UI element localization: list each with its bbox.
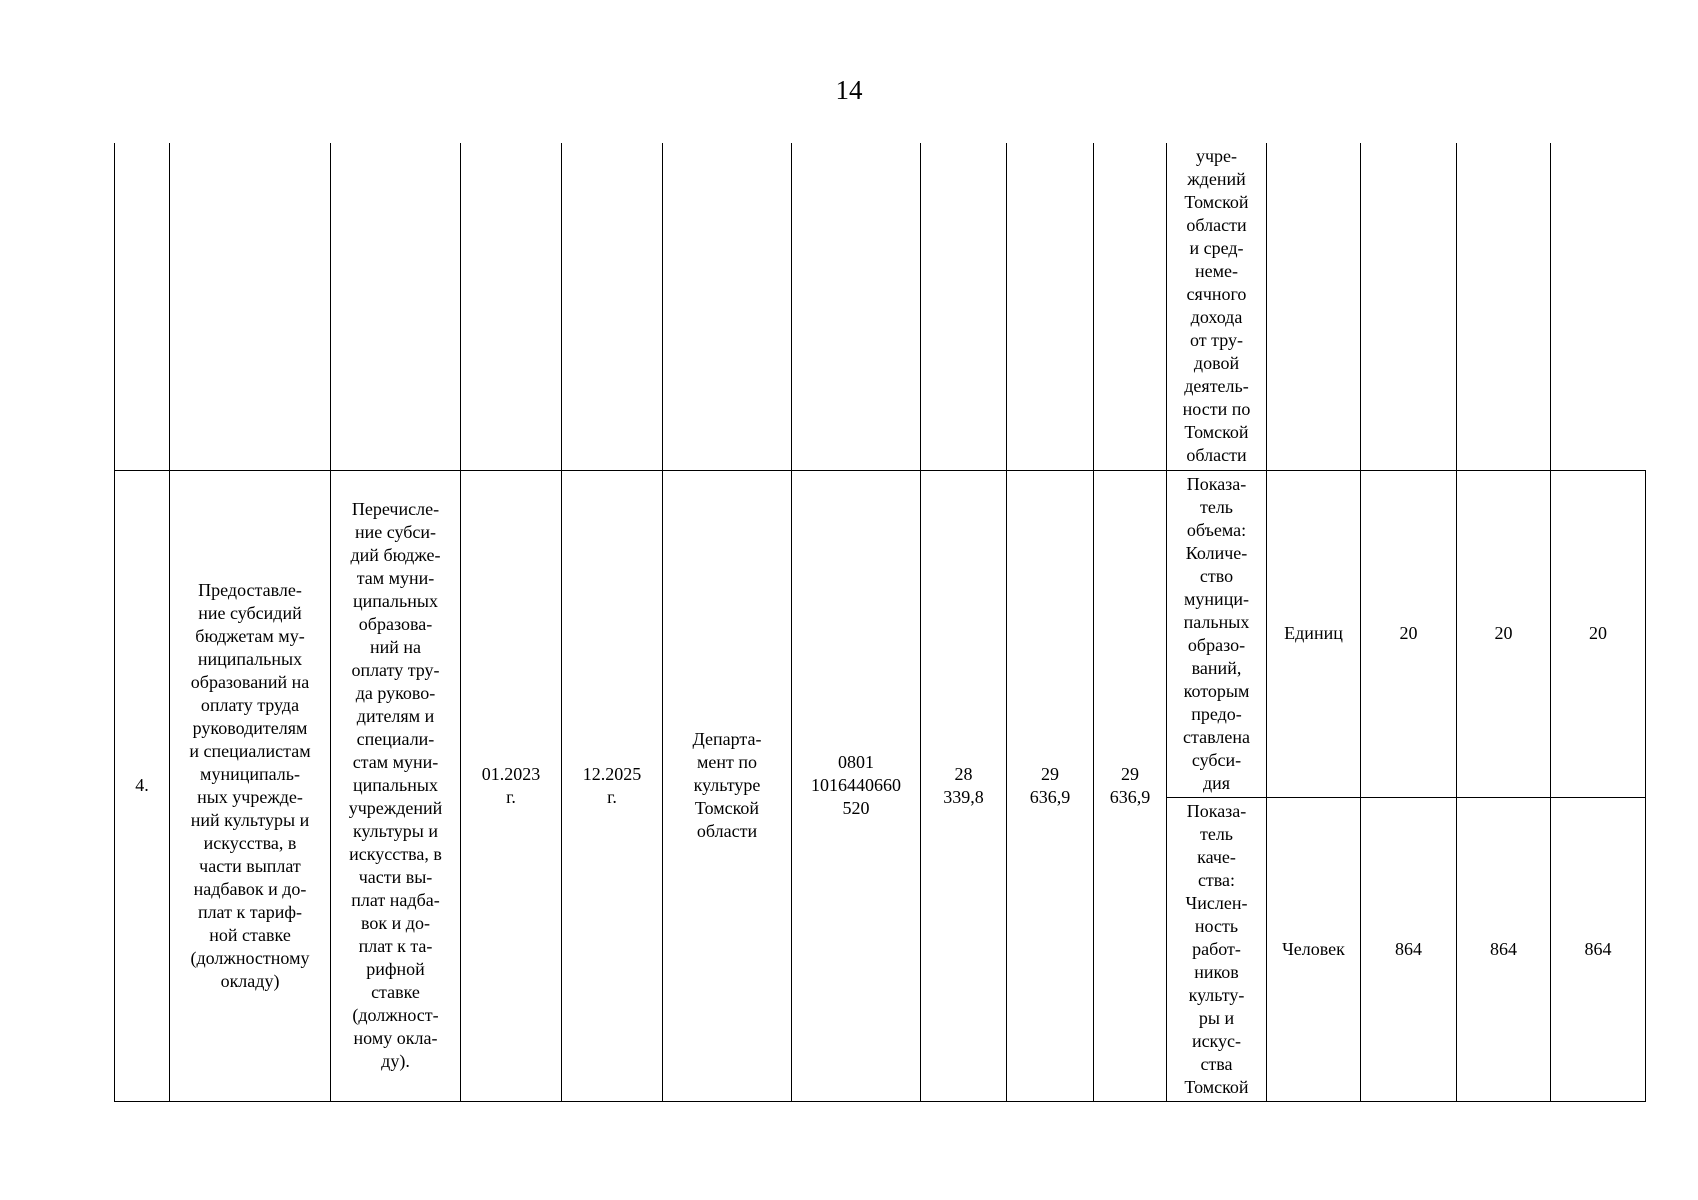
cell-empty bbox=[331, 143, 461, 470]
indicator-value-3: 20 bbox=[1551, 470, 1646, 797]
responsible-executor: Департа- мент по культуре Томской области bbox=[663, 470, 792, 1101]
cell-empty bbox=[461, 143, 562, 470]
measure-name: Предоставле- ние субсидий бюджетам му- ниципальных образований на оплату труда руководителям и специалистам муниципаль- ных учрежде- ний культуры и искусства, в части выплат надбавок и до- плат к тариф- ной ставке (должностному окладу) bbox=[170, 470, 331, 1101]
indicator-value-3: 864 bbox=[1551, 797, 1646, 1101]
budget-code: 0801 1016440660 520 bbox=[792, 470, 921, 1101]
amount-1: 28 339,8 bbox=[921, 470, 1007, 1101]
indicator-text: Показа- тель каче- ства: Числен- ность работ- ников культу- ры и искус- ства Томской bbox=[1167, 797, 1267, 1101]
indicator-value-2: 20 bbox=[1457, 470, 1551, 797]
indicator-unit: Человек bbox=[1267, 797, 1361, 1101]
indicator-value-2: 864 bbox=[1457, 797, 1551, 1101]
program-table bbox=[114, 143, 1646, 1102]
end-date: 12.2025 г. bbox=[562, 470, 663, 1101]
indicator-value-1: 20 bbox=[1361, 470, 1457, 797]
amount-3: 29 636,9 bbox=[1094, 470, 1167, 1101]
cell-empty bbox=[170, 143, 331, 470]
table-row bbox=[115, 470, 1646, 797]
cell-empty bbox=[1457, 143, 1551, 470]
cell-empty bbox=[921, 143, 1007, 470]
page-number: 14 bbox=[835, 75, 863, 105]
cell-empty bbox=[115, 143, 170, 470]
measure-description: Перечисле- ние субси- дий бюдже- там муни- ципальных образова- ний на оплату тру- да руково- дителям и специали- стам муни- ципальных учреждений культуры и искусства, в части вы- плат надба- вок и до- плат к та- рифной ставке (должност- ному окла- ду). bbox=[331, 470, 461, 1101]
cell-empty bbox=[1267, 143, 1361, 470]
indicator-unit: Единиц bbox=[1267, 470, 1361, 797]
cell-empty bbox=[1094, 143, 1167, 470]
start-date: 01.2023 г. bbox=[461, 470, 562, 1101]
cell-empty bbox=[792, 143, 921, 470]
row-number: 4. bbox=[115, 470, 170, 1101]
indicator-text: Показа- тель объема: Количе- ство муници- пальных образо- ваний, которым предо- ставлена субси- дия bbox=[1167, 470, 1267, 797]
indicator-value-1: 864 bbox=[1361, 797, 1457, 1101]
cell-empty bbox=[663, 143, 792, 470]
cell-empty bbox=[562, 143, 663, 470]
cell-empty bbox=[1361, 143, 1457, 470]
continuation-indicator-text: учре- ждений Томской области и сред- неме- сячного дохода от тру- довой деятель- ности по Томской области bbox=[1167, 143, 1267, 470]
amount-2: 29 636,9 bbox=[1007, 470, 1094, 1101]
continuation-row bbox=[115, 143, 1646, 470]
cell-empty bbox=[1007, 143, 1094, 470]
